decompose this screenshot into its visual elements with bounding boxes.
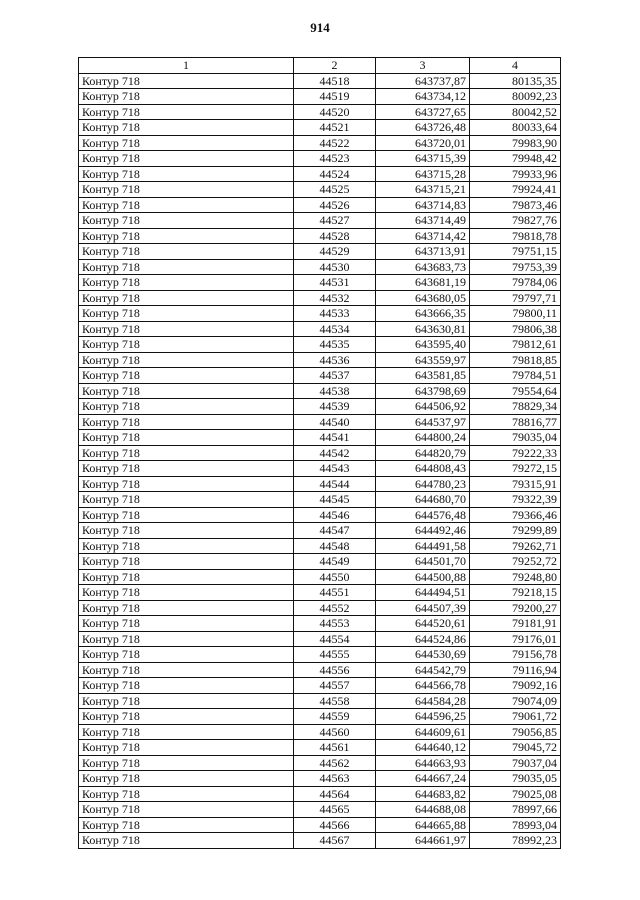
y-coordinate-cell: 79272,15: [470, 461, 561, 477]
point-number-cell: 44528: [294, 228, 376, 244]
point-number-cell: 44567: [294, 833, 376, 849]
y-coordinate-cell: 79248,80: [470, 569, 561, 585]
x-coordinate-cell: 644663,93: [376, 755, 470, 771]
y-coordinate-cell: 79200,27: [470, 600, 561, 616]
contour-name-cell: Контур 718: [79, 631, 294, 647]
table-row: [79, 461, 561, 477]
table-row: [79, 693, 561, 709]
y-coordinate-cell: 79035,05: [470, 771, 561, 787]
page-number: 914: [310, 20, 330, 35]
x-coordinate-cell: 644680,70: [376, 492, 470, 508]
table-row: [79, 259, 561, 275]
point-number-cell: 44525: [294, 182, 376, 198]
contour-name-cell: Контур 718: [79, 554, 294, 570]
table-row: [79, 290, 561, 306]
table-row: [79, 182, 561, 198]
y-coordinate-cell: 79222,33: [470, 445, 561, 461]
y-coordinate-cell: 78992,23: [470, 833, 561, 849]
y-coordinate-cell: 79797,71: [470, 290, 561, 306]
table-row: [79, 368, 561, 384]
table-row: [79, 73, 561, 89]
table-row: [79, 321, 561, 337]
column-header-3: 3: [376, 58, 470, 74]
contour-name-cell: Контур 718: [79, 383, 294, 399]
contour-name-cell: Контур 718: [79, 569, 294, 585]
table-row: [79, 414, 561, 430]
x-coordinate-cell: 644494,51: [376, 585, 470, 601]
x-coordinate-cell: 643683,73: [376, 259, 470, 275]
point-number-cell: 44538: [294, 383, 376, 399]
y-coordinate-cell: 79873,46: [470, 197, 561, 213]
contour-name-cell: Контур 718: [79, 120, 294, 136]
table-row: [79, 554, 561, 570]
contour-name-cell: Контур 718: [79, 368, 294, 384]
point-number-cell: 44545: [294, 492, 376, 508]
x-coordinate-cell: 644584,28: [376, 693, 470, 709]
point-number-cell: 44519: [294, 89, 376, 105]
contour-name-cell: Контур 718: [79, 259, 294, 275]
contour-name-cell: Контур 718: [79, 151, 294, 167]
y-coordinate-cell: 79800,11: [470, 306, 561, 322]
table-row: [79, 647, 561, 663]
x-coordinate-cell: 644800,24: [376, 430, 470, 446]
x-coordinate-cell: 644609,61: [376, 724, 470, 740]
table-row: [79, 802, 561, 818]
y-coordinate-cell: 79315,91: [470, 476, 561, 492]
contour-name-cell: Контур 718: [79, 616, 294, 632]
x-coordinate-cell: 643715,28: [376, 166, 470, 182]
point-number-cell: 44535: [294, 337, 376, 353]
x-coordinate-cell: 644530,69: [376, 647, 470, 663]
x-coordinate-cell: 643559,97: [376, 352, 470, 368]
point-number-cell: 44527: [294, 213, 376, 229]
point-number-cell: 44522: [294, 135, 376, 151]
table-row: [79, 833, 561, 849]
point-number-cell: 44542: [294, 445, 376, 461]
x-coordinate-cell: 643737,87: [376, 73, 470, 89]
contour-name-cell: Контур 718: [79, 600, 294, 616]
table-row: [79, 476, 561, 492]
point-number-cell: 44526: [294, 197, 376, 213]
x-coordinate-cell: 644820,79: [376, 445, 470, 461]
table-row: [79, 662, 561, 678]
y-coordinate-cell: 79156,78: [470, 647, 561, 663]
contour-name-cell: Контур 718: [79, 740, 294, 756]
y-coordinate-cell: 80042,52: [470, 104, 561, 120]
x-coordinate-cell: 644492,46: [376, 523, 470, 539]
x-coordinate-cell: 644688,08: [376, 802, 470, 818]
y-coordinate-cell: 79218,15: [470, 585, 561, 601]
point-number-cell: 44536: [294, 352, 376, 368]
y-coordinate-cell: 79074,09: [470, 693, 561, 709]
point-number-cell: 44563: [294, 771, 376, 787]
contour-name-cell: Контур 718: [79, 89, 294, 105]
contour-name-cell: Контур 718: [79, 445, 294, 461]
point-number-cell: 44520: [294, 104, 376, 120]
y-coordinate-cell: 79176,01: [470, 631, 561, 647]
contour-name-cell: Контур 718: [79, 430, 294, 446]
contour-name-cell: Контур 718: [79, 213, 294, 229]
table-row: [79, 492, 561, 508]
contour-name-cell: Контур 718: [79, 647, 294, 663]
x-coordinate-cell: 644661,97: [376, 833, 470, 849]
table-row: [79, 631, 561, 647]
y-coordinate-cell: 79322,39: [470, 492, 561, 508]
point-number-cell: 44546: [294, 507, 376, 523]
x-coordinate-cell: 643630,81: [376, 321, 470, 337]
table-row: [79, 538, 561, 554]
y-coordinate-cell: 79035,04: [470, 430, 561, 446]
y-coordinate-cell: 79262,71: [470, 538, 561, 554]
contour-name-cell: Контур 718: [79, 321, 294, 337]
y-coordinate-cell: 79056,85: [470, 724, 561, 740]
contour-name-cell: Контур 718: [79, 755, 294, 771]
table-row: [79, 678, 561, 694]
x-coordinate-cell: 644780,23: [376, 476, 470, 492]
contour-name-cell: Контур 718: [79, 275, 294, 291]
table-row: [79, 817, 561, 833]
y-coordinate-cell: 79753,39: [470, 259, 561, 275]
y-coordinate-cell: 79116,94: [470, 662, 561, 678]
contour-name-cell: Контур 718: [79, 244, 294, 260]
contour-name-cell: Контур 718: [79, 678, 294, 694]
point-number-cell: 44562: [294, 755, 376, 771]
point-number-cell: 44532: [294, 290, 376, 306]
x-coordinate-cell: 643734,12: [376, 89, 470, 105]
y-coordinate-cell: 78816,77: [470, 414, 561, 430]
point-number-cell: 44560: [294, 724, 376, 740]
y-coordinate-cell: 79025,08: [470, 786, 561, 802]
table-row: [79, 228, 561, 244]
contour-name-cell: Контур 718: [79, 771, 294, 787]
table-row: [79, 275, 561, 291]
point-number-cell: 44540: [294, 414, 376, 430]
table-row: [79, 709, 561, 725]
point-number-cell: 44554: [294, 631, 376, 647]
table-row: [79, 600, 561, 616]
point-number-cell: 44523: [294, 151, 376, 167]
x-coordinate-cell: 643714,49: [376, 213, 470, 229]
table-row: [79, 569, 561, 585]
table-row: [79, 306, 561, 322]
x-coordinate-cell: 644576,48: [376, 507, 470, 523]
y-coordinate-cell: 79983,90: [470, 135, 561, 151]
point-number-cell: 44551: [294, 585, 376, 601]
contour-name-cell: Контур 718: [79, 585, 294, 601]
contour-name-cell: Контур 718: [79, 817, 294, 833]
table-row: [79, 166, 561, 182]
x-coordinate-cell: 643727,65: [376, 104, 470, 120]
y-coordinate-cell: 79751,15: [470, 244, 561, 260]
table-row: [79, 755, 561, 771]
point-number-cell: 44555: [294, 647, 376, 663]
point-number-cell: 44524: [294, 166, 376, 182]
x-coordinate-cell: 644667,24: [376, 771, 470, 787]
y-coordinate-cell: 79252,72: [470, 554, 561, 570]
table-row: [79, 399, 561, 415]
column-header-2: 2: [294, 58, 376, 74]
column-header-4: 4: [470, 58, 561, 74]
point-number-cell: 44544: [294, 476, 376, 492]
table-row: [79, 445, 561, 461]
contour-name-cell: Контур 718: [79, 414, 294, 430]
y-coordinate-cell: 79037,04: [470, 755, 561, 771]
x-coordinate-cell: 644506,92: [376, 399, 470, 415]
point-number-cell: 44530: [294, 259, 376, 275]
x-coordinate-cell: 643726,48: [376, 120, 470, 136]
point-number-cell: 44556: [294, 662, 376, 678]
y-coordinate-cell: 79818,85: [470, 352, 561, 368]
contour-name-cell: Контур 718: [79, 228, 294, 244]
contour-name-cell: Контур 718: [79, 197, 294, 213]
table-header: [79, 58, 561, 74]
contour-name-cell: Контур 718: [79, 73, 294, 89]
y-coordinate-cell: 79818,78: [470, 228, 561, 244]
y-coordinate-cell: 79366,46: [470, 507, 561, 523]
coordinates-table: [78, 57, 561, 849]
contour-name-cell: Контур 718: [79, 693, 294, 709]
point-number-cell: 44548: [294, 538, 376, 554]
table-row: [79, 383, 561, 399]
x-coordinate-cell: 644520,61: [376, 616, 470, 632]
contour-name-cell: Контур 718: [79, 492, 294, 508]
point-number-cell: 44531: [294, 275, 376, 291]
point-number-cell: 44566: [294, 817, 376, 833]
table-row: [79, 786, 561, 802]
contour-name-cell: Контур 718: [79, 461, 294, 477]
table-row: [79, 585, 561, 601]
contour-name-cell: Контур 718: [79, 662, 294, 678]
x-coordinate-cell: 643680,05: [376, 290, 470, 306]
table-row: [79, 135, 561, 151]
y-coordinate-cell: 79045,72: [470, 740, 561, 756]
contour-name-cell: Контур 718: [79, 507, 294, 523]
x-coordinate-cell: 644808,43: [376, 461, 470, 477]
x-coordinate-cell: 643581,85: [376, 368, 470, 384]
x-coordinate-cell: 643595,40: [376, 337, 470, 353]
table-row: [79, 352, 561, 368]
contour-name-cell: Контур 718: [79, 538, 294, 554]
table-row: [79, 771, 561, 787]
y-coordinate-cell: 79784,51: [470, 368, 561, 384]
y-coordinate-cell: 79924,41: [470, 182, 561, 198]
x-coordinate-cell: 644640,12: [376, 740, 470, 756]
x-coordinate-cell: 643666,35: [376, 306, 470, 322]
y-coordinate-cell: 79948,42: [470, 151, 561, 167]
table-row: [79, 244, 561, 260]
table-body: [79, 73, 561, 848]
contour-name-cell: Контур 718: [79, 290, 294, 306]
point-number-cell: 44552: [294, 600, 376, 616]
table-row: [79, 337, 561, 353]
table-row: [79, 507, 561, 523]
x-coordinate-cell: 644491,58: [376, 538, 470, 554]
point-number-cell: 44564: [294, 786, 376, 802]
table-row: [79, 740, 561, 756]
x-coordinate-cell: 644501,70: [376, 554, 470, 570]
y-coordinate-cell: 80092,23: [470, 89, 561, 105]
y-coordinate-cell: 79181,91: [470, 616, 561, 632]
x-coordinate-cell: 644537,97: [376, 414, 470, 430]
table-row: [79, 430, 561, 446]
contour-name-cell: Контур 718: [79, 833, 294, 849]
point-number-cell: 44537: [294, 368, 376, 384]
contour-name-cell: Контур 718: [79, 306, 294, 322]
point-number-cell: 44534: [294, 321, 376, 337]
y-coordinate-cell: 78829,34: [470, 399, 561, 415]
point-number-cell: 44543: [294, 461, 376, 477]
table-row: [79, 89, 561, 105]
contour-name-cell: Контур 718: [79, 104, 294, 120]
y-coordinate-cell: 79827,76: [470, 213, 561, 229]
x-coordinate-cell: 643714,83: [376, 197, 470, 213]
x-coordinate-cell: 643798,69: [376, 383, 470, 399]
contour-name-cell: Контур 718: [79, 476, 294, 492]
point-number-cell: 44539: [294, 399, 376, 415]
table-row: [79, 724, 561, 740]
point-number-cell: 44521: [294, 120, 376, 136]
y-coordinate-cell: 79092,16: [470, 678, 561, 694]
point-number-cell: 44561: [294, 740, 376, 756]
contour-name-cell: Контур 718: [79, 709, 294, 725]
table-row: [79, 120, 561, 136]
contour-name-cell: Контур 718: [79, 802, 294, 818]
point-number-cell: 44533: [294, 306, 376, 322]
header-row: [79, 58, 561, 74]
point-number-cell: 44529: [294, 244, 376, 260]
contour-name-cell: Контур 718: [79, 182, 294, 198]
x-coordinate-cell: 644566,78: [376, 678, 470, 694]
point-number-cell: 44518: [294, 73, 376, 89]
y-coordinate-cell: 79299,89: [470, 523, 561, 539]
point-number-cell: 44557: [294, 678, 376, 694]
contour-name-cell: Контур 718: [79, 337, 294, 353]
column-header-1: 1: [79, 58, 294, 74]
y-coordinate-cell: 80033,64: [470, 120, 561, 136]
x-coordinate-cell: 644596,25: [376, 709, 470, 725]
point-number-cell: 44558: [294, 693, 376, 709]
table-row: [79, 151, 561, 167]
contour-name-cell: Контур 718: [79, 399, 294, 415]
x-coordinate-cell: 644524,86: [376, 631, 470, 647]
table-row: [79, 523, 561, 539]
y-coordinate-cell: 78993,04: [470, 817, 561, 833]
table-row: [79, 213, 561, 229]
x-coordinate-cell: 643681,19: [376, 275, 470, 291]
contour-name-cell: Контур 718: [79, 352, 294, 368]
x-coordinate-cell: 643715,39: [376, 151, 470, 167]
contour-name-cell: Контур 718: [79, 724, 294, 740]
point-number-cell: 44547: [294, 523, 376, 539]
y-coordinate-cell: 80135,35: [470, 73, 561, 89]
x-coordinate-cell: 644542,79: [376, 662, 470, 678]
contour-name-cell: Контур 718: [79, 523, 294, 539]
contour-name-cell: Контур 718: [79, 135, 294, 151]
y-coordinate-cell: 78997,66: [470, 802, 561, 818]
y-coordinate-cell: 79554,64: [470, 383, 561, 399]
x-coordinate-cell: 643715,21: [376, 182, 470, 198]
point-number-cell: 44549: [294, 554, 376, 570]
contour-name-cell: Контур 718: [79, 166, 294, 182]
x-coordinate-cell: 643714,42: [376, 228, 470, 244]
y-coordinate-cell: 79784,06: [470, 275, 561, 291]
point-number-cell: 44565: [294, 802, 376, 818]
y-coordinate-cell: 79806,38: [470, 321, 561, 337]
point-number-cell: 44553: [294, 616, 376, 632]
table-row: [79, 197, 561, 213]
y-coordinate-cell: 79061,72: [470, 709, 561, 725]
point-number-cell: 44550: [294, 569, 376, 585]
table-row: [79, 616, 561, 632]
contour-name-cell: Контур 718: [79, 786, 294, 802]
x-coordinate-cell: 644507,39: [376, 600, 470, 616]
point-number-cell: 44541: [294, 430, 376, 446]
x-coordinate-cell: 644683,82: [376, 786, 470, 802]
y-coordinate-cell: 79933,96: [470, 166, 561, 182]
point-number-cell: 44559: [294, 709, 376, 725]
x-coordinate-cell: 644665,88: [376, 817, 470, 833]
x-coordinate-cell: 643720,01: [376, 135, 470, 151]
y-coordinate-cell: 79812,61: [470, 337, 561, 353]
x-coordinate-cell: 643713,91: [376, 244, 470, 260]
x-coordinate-cell: 644500,88: [376, 569, 470, 585]
table-row: [79, 104, 561, 120]
